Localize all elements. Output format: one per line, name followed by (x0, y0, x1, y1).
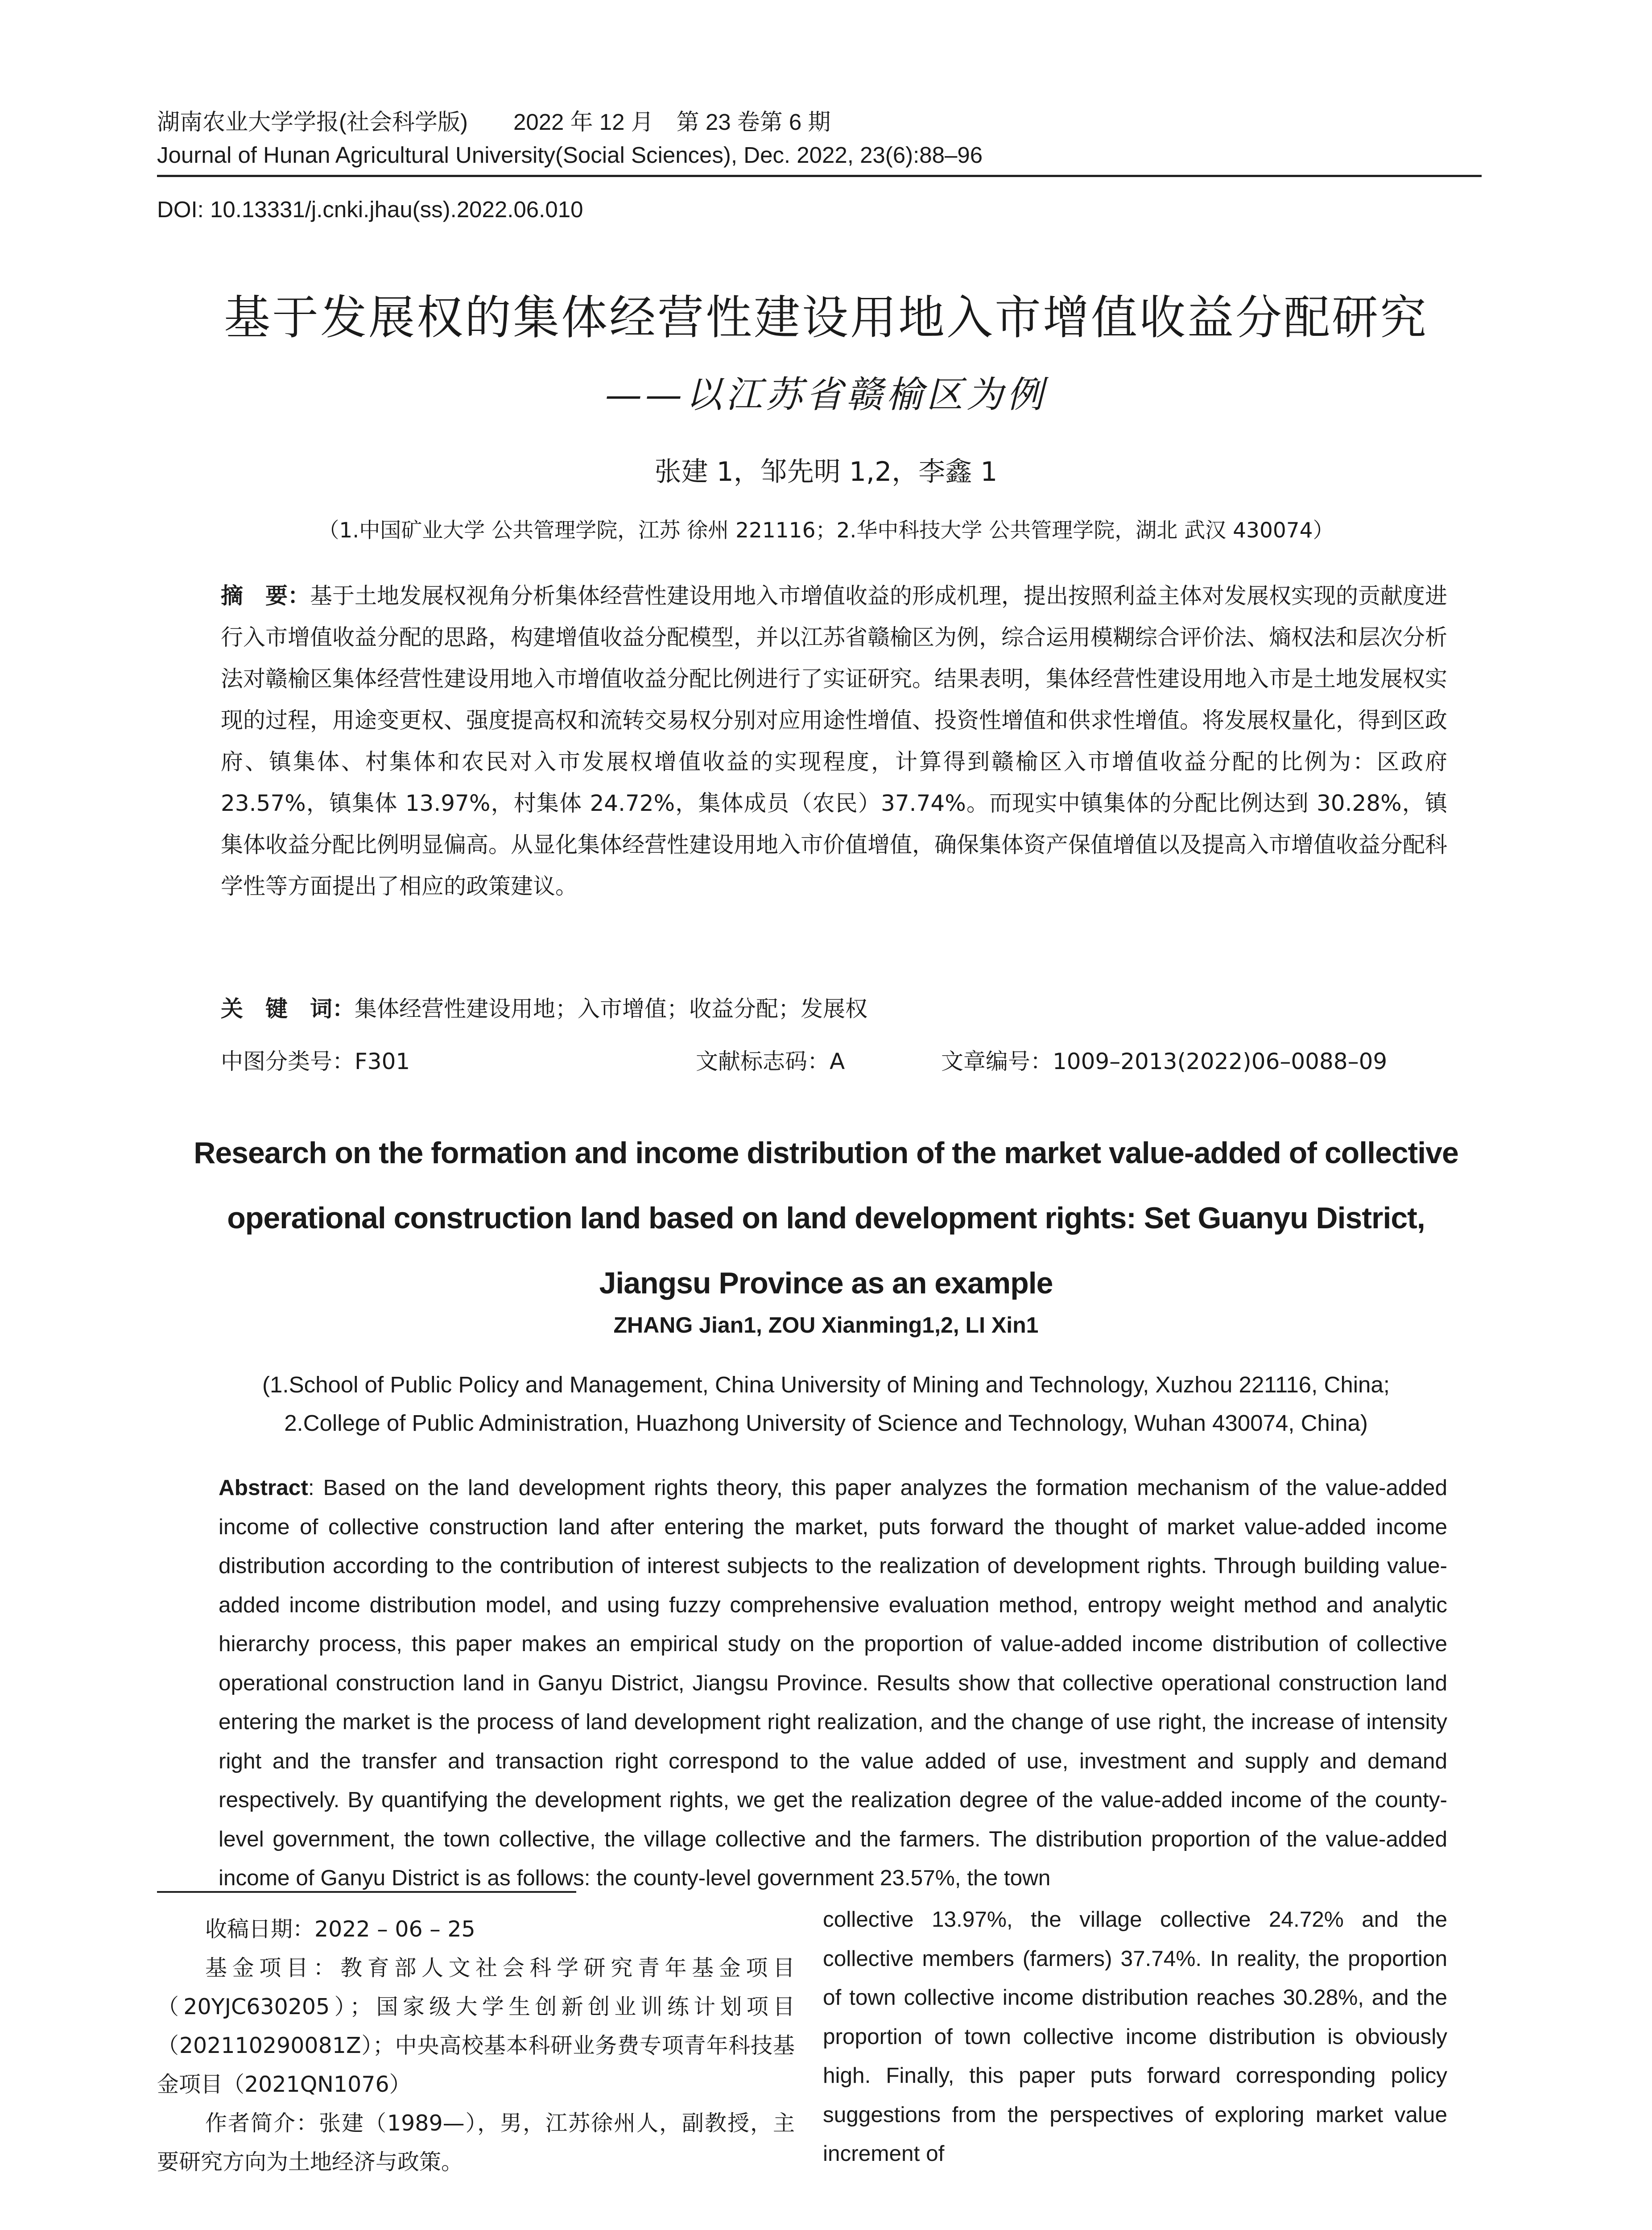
subtitle-cn: ——以江苏省赣榆区为例 (605, 374, 1047, 416)
keywords-cn-label: 关 键 词： (221, 996, 355, 1022)
affiliation-en-line1: (1.School of Public Policy and Management, China University of Mining and Technology, Xuzhou 221116, China; (262, 1372, 1390, 1397)
header-rule (157, 175, 1482, 177)
footnote-rule (157, 1891, 576, 1893)
authors-cn: 张建 1，邹先明 1,2，李鑫 1 (654, 456, 998, 487)
footnote-received: 收稿日期：2022 – 06 – 25 (205, 1916, 475, 1942)
abstract-en-continuation: collective 13.97%, the village collective 24.72% and the collective members (farmers) 37.74%. In reality, the proportion of town collective income distribution reaches 30.28%, and the proportion of town collective income distribution is obviously high. Finally, this paper puts forward corresponding policy suggestions from the perspectives of exploring market value increment of (823, 1907, 1447, 2166)
journal-header-cn: 湖南农业大学学报(社会科学版) 2022 年 12 月 第 23 卷第 6 期 (157, 109, 831, 135)
abstract-en-text: : Based on the land development rights theory, this paper analyzes the formation mechanism of the value-added income of collective construction land after entering the market, puts forward the thought of market value-added income distribution according to the contribution of interest subjects to the realization of development rights. Through building value-added income distribution model, and using fuzzy comprehensive evaluation method, entropy weight method and analytic hierarchy process, this paper makes an empirical study on the proportion of value-added income distribution of collective operational construction land in Ganyu District, Jiangsu Province. Results show that collective operational construction land entering the market is the process of land development right realization, and the change of use right, the increase of intensity right and the transfer and transaction right correspond to the value added of use, investment and supply and demand respectively. By quantifying the development rights, we get the realization degree of the value-added income of the county-level government, the town collective, the village collective and the farmers. The distribution proportion of the value-added income of Ganyu District is as follows: the county-level government 23.57%, the town (219, 1475, 1447, 1890)
abstract-en (219, 1468, 1447, 1898)
footnote-author-bio: 作者简介：张建（1989—），男，江苏徐州人，副教授，主要研究方向为土地经济与政策。 (157, 2110, 795, 2175)
affiliation-en (187, 1366, 1465, 1442)
title-cn: 基于发展权的集体经营性建设用地入市增值收益分配研究 (223, 290, 1428, 345)
authors-en: ZHANG Jian1, ZOU Xianming1,2, LI Xin1 (613, 1313, 1039, 1338)
doi: DOI: 10.13331/j.cnki.jhau(ss).2022.06.010 (157, 197, 583, 222)
keywords-cn (221, 991, 867, 1023)
article-number: 文章编号：1009–2013(2022)06–0088–09 (941, 1049, 1388, 1074)
journal-header-en: Journal of Hunan Agricultural University(Social Sciences), Dec. 2022, 23(6):88–96 (157, 142, 983, 168)
keywords-cn-text: 集体经营性建设用地；入市增值；收益分配；发展权 (355, 996, 867, 1022)
footnote-funding: 基金项目：教育部人文社会科学研究青年基金项目（20YJC630205）；国家级大学生创新创业训练计划项目（202110290081Z）；中央高校基本科研业务费专项青年科技基金项目（2021QN1076） (157, 1955, 795, 2097)
abstract-cn-label: 摘 要： (221, 583, 310, 609)
title-en: Research on the formation and income distribution of the market value-added of collective operational construction land based on land development rights: Set Guanyu District, Jiangsu Province as an example (194, 1136, 1458, 1300)
clc-number: 中图分类号：F301 (221, 1049, 410, 1074)
abstract-cn (221, 575, 1447, 907)
document-code: 文献标志码：A (696, 1049, 845, 1074)
affiliation-cn: （1.中国矿业大学 公共管理学院，江苏 徐州 221116；2.华中科技大学 公共管理学院，湖北 武汉 430074） (318, 518, 1334, 543)
affiliation-en-line2: 2.College of Public Administration, Huazhong University of Science and Technology, Wuhan 430074, China) (284, 1410, 1368, 1436)
abstract-cn-text: 基于土地发展权视角分析集体经营性建设用地入市增值收益的形成机理，提出按照利益主体对发展权实现的贡献度进行入市增值收益分配的思路，构建增值收益分配模型，并以江苏省赣榆区为例，综合运用模糊综合评价法、熵权法和层次分析法对赣榆区集体经营性建设用地入市增值收益分配比例进行了实证研究。结果表明，集体经营性建设用地入市是土地发展权实现的过程，用途变更权、强度提高权和流转交易权分别对应用途性增值、投资性增值和供求性增值。将发展权量化，得到区政府、镇集体、村集体和农民对入市发展权增值收益的实现程度，计算得到赣榆区入市增值收益分配的比例为：区政府 23.57%，镇集体 13.97%，村集体 24.72%，集体成员（农民）37.74%。而现实中镇集体的分配比例达到 30.28%，镇集体收益分配比例明显偏高。从显化集体经营性建设用地入市价值增值，确保集体资产保值增值以及提高入市增值收益分配科学性等方面提出了相应的政策建议。 (221, 583, 1447, 899)
footnotes (157, 1910, 795, 2181)
abstract-en-label: Abstract (219, 1475, 308, 1500)
